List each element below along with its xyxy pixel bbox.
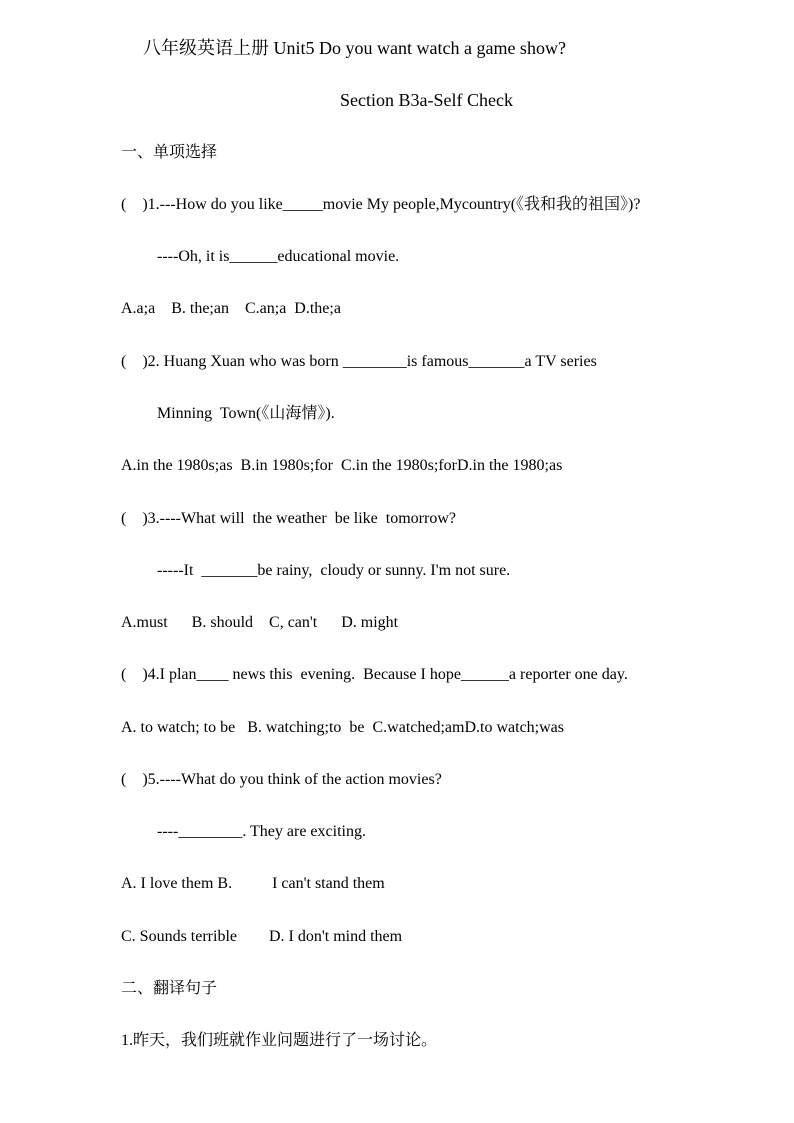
document-title: 八年级英语上册 Unit5 Do you want watch a game show? bbox=[143, 38, 566, 58]
question-5-options-ab: A. I love them B. I can't stand them bbox=[121, 875, 385, 892]
section-heading-translation: 二、翻译句子 bbox=[121, 980, 218, 997]
question-5-options-cd: C. Sounds terrible D. I don't mind them bbox=[121, 928, 403, 945]
translation-item-1: 1.昨天，我们班就作业问题进行了一场讨论。 bbox=[121, 1032, 438, 1049]
question-5-stem-line2: ----________. They are exciting. bbox=[157, 823, 366, 840]
question-3-stem: ( )3.----What will the weather be like tomorrow? bbox=[121, 510, 456, 527]
question-1-options: A.a;a B. the;an C.an;a D.the;a bbox=[121, 300, 341, 317]
document-subtitle: Section B3a-Self Check bbox=[340, 90, 513, 110]
question-2-stem: ( )2. Huang Xuan who was born ________is famous_______a TV series bbox=[121, 353, 597, 370]
question-3-stem-line2: -----It _______be rainy, cloudy or sunny. I'm not sure. bbox=[157, 562, 511, 579]
question-4-options: A. to watch; to be B. watching;to be C.watched;amD.to watch;was bbox=[121, 719, 565, 736]
question-1-stem-line2: ----Oh, it is______educational movie. bbox=[157, 248, 400, 265]
question-2-stem-line2: Minning Town(《山海情》). bbox=[157, 405, 335, 422]
section-heading-multiple-choice: 一、单项选择 bbox=[121, 144, 218, 161]
question-3-options: A.must B. should C, can't D. might bbox=[121, 614, 399, 631]
question-2-options: A.in the 1980s;as B.in 1980s;for C.in the 1980s;forD.in the 1980;as bbox=[121, 457, 563, 474]
question-1-stem: ( )1.---How do you like_____movie My people,Mycountry(《我和我的祖国》)? bbox=[121, 196, 641, 213]
question-4-stem: ( )4.I plan____ news this evening. Because I hope______a reporter one day. bbox=[121, 666, 628, 683]
question-5-stem: ( )5.----What do you think of the action movies? bbox=[121, 771, 442, 788]
